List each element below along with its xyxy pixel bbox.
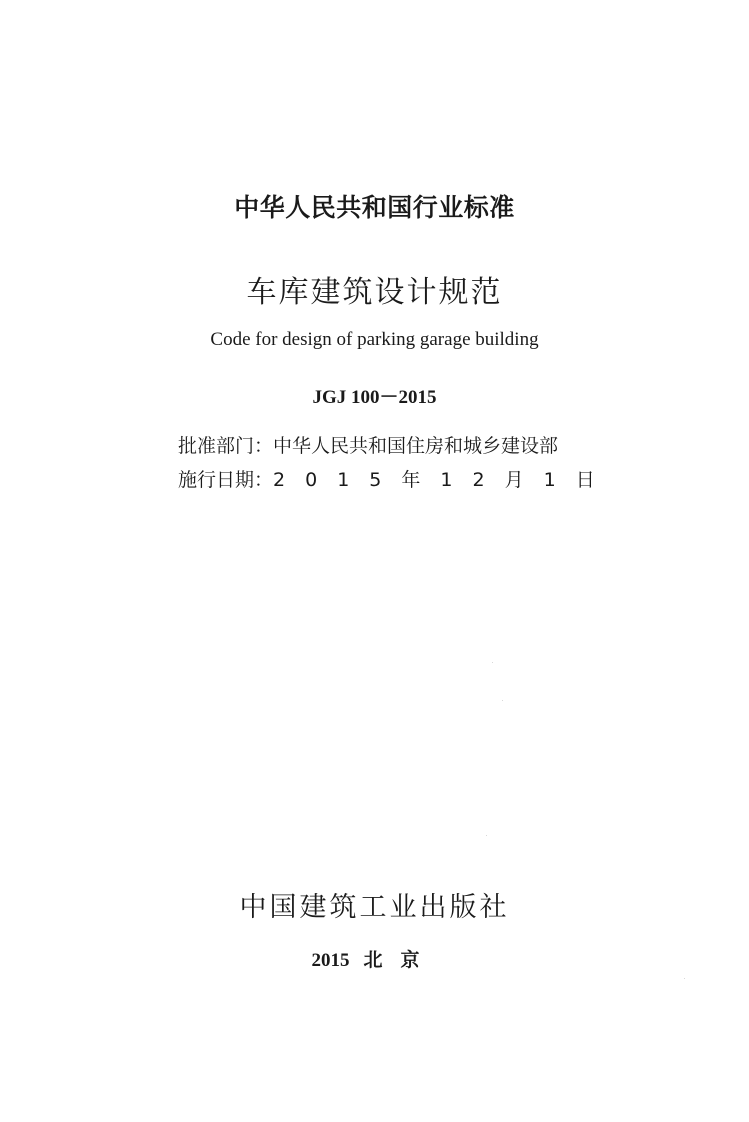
date-year-digit: 5 (369, 469, 382, 491)
scan-speck (502, 700, 503, 701)
effective-date-value (273, 465, 595, 492)
date-year-unit: 年 (401, 469, 421, 491)
publication-city: 北京 (363, 950, 438, 971)
publication-year: 2015 (311, 950, 350, 971)
date-day-unit: 日 (575, 469, 595, 491)
date-month-digit: 1 (440, 469, 453, 491)
publisher-name: 中国建筑工业出版社 (239, 892, 510, 923)
date-year-digit: 0 (305, 469, 318, 491)
effective-date (178, 465, 598, 492)
standard-number: JGJ 100－2015 (312, 387, 437, 408)
scan-speck (684, 978, 685, 979)
effective-date-label: 施行日期： (178, 469, 274, 491)
standard-type-heading: 中华人民共和国行业标准 (234, 193, 515, 222)
date-year-digit: 2 (273, 469, 286, 491)
approval-value: 中华人民共和国住房和城乡建设部 (273, 435, 559, 457)
publication-info (0, 945, 749, 972)
date-year-digit: 1 (337, 469, 350, 491)
english-title: Code for design of parking garage building (210, 329, 539, 350)
date-month-unit: 月 (504, 469, 524, 491)
document-title: 车库建筑设计规范 (246, 275, 503, 310)
scan-speck (492, 662, 493, 663)
approval-authority (178, 431, 598, 458)
scan-speck (486, 835, 487, 836)
date-month-digit: 2 (472, 469, 485, 491)
date-day-digit: 1 (543, 469, 556, 491)
approval-label: 批准部门： (178, 435, 274, 457)
